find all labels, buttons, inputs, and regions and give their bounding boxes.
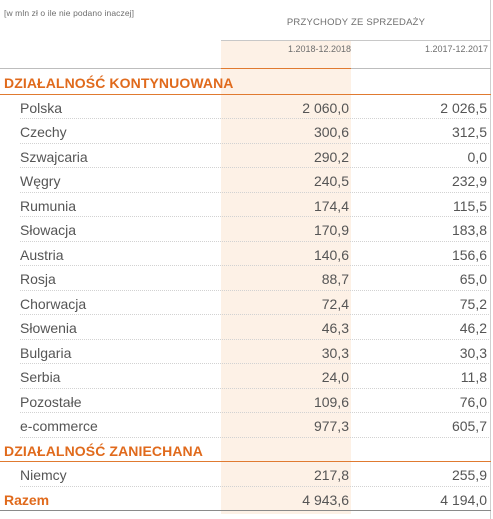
table-row [0, 242, 491, 267]
value-2018: 46,3 [321, 320, 349, 336]
row-label: e-commerce [20, 418, 98, 434]
row-label: Razem [4, 491, 50, 508]
value-2017: 2 026,5 [440, 99, 487, 116]
value-2018: 30,3 [321, 344, 349, 361]
table-row [0, 291, 491, 316]
value-2017: 232,9 [451, 173, 487, 189]
table-row [0, 315, 491, 340]
section-header-row [0, 438, 491, 463]
section-header-row [0, 70, 491, 95]
value-2018: 174,4 [313, 197, 349, 214]
value-2017: 65,0 [459, 271, 487, 287]
value-2017: 183,8 [451, 222, 487, 238]
table-row [0, 119, 491, 144]
table-row [0, 217, 491, 242]
row-label: Słowacja [20, 222, 77, 238]
value-2018: 977,3 [313, 418, 349, 434]
value-2017: 76,0 [459, 393, 487, 410]
row-label: Niemcy [20, 467, 67, 483]
table-row [0, 95, 491, 120]
value-2018: 217,8 [313, 467, 349, 483]
table-row [0, 193, 491, 218]
header-accent-rule [221, 68, 351, 69]
table-row [0, 389, 491, 414]
table-row [0, 168, 491, 193]
row-label: Pozostałe [20, 393, 82, 410]
value-2017: 75,2 [459, 295, 487, 312]
value-2017: 4 194,0 [440, 491, 487, 508]
row-label: Szwajcaria [20, 148, 88, 165]
value-2018: 88,7 [321, 271, 349, 287]
header-top-rule [221, 40, 491, 41]
value-2018: 109,6 [313, 393, 349, 410]
group-header: PRZYCHODY ZE SPRZEDAŻY [286, 17, 426, 28]
value-2018: 240,5 [313, 173, 349, 189]
table-body [0, 70, 491, 511]
table-row [0, 364, 491, 389]
row-label: Rosja [20, 271, 56, 287]
value-2018: 300,6 [313, 124, 349, 140]
table-row [0, 144, 491, 169]
row-label: Bulgaria [20, 344, 72, 361]
value-2018: 4 943,6 [302, 491, 349, 508]
value-2018: 72,4 [321, 295, 349, 312]
row-label: Słowenia [20, 320, 77, 336]
row-label: Węgry [20, 173, 61, 189]
row-label: DZIAŁALNOŚĆ KONTYNUOWANA [4, 75, 234, 91]
row-label: Austria [20, 246, 64, 263]
value-2017: 115,5 [453, 197, 487, 214]
units-note: [w mln zł o ile nie podano inaczej] [4, 8, 135, 18]
row-label: Rumunia [20, 197, 77, 214]
value-2017: 312,5 [451, 124, 487, 140]
value-2017: 156,6 [451, 246, 487, 263]
value-2017: 30,3 [459, 344, 487, 361]
value-2017: 46,2 [459, 320, 487, 336]
row-label: Czechy [20, 124, 67, 140]
row-label: Polska [20, 99, 63, 116]
value-2017: 0,0 [467, 148, 487, 165]
row-label: DZIAŁALNOŚĆ ZANIECHANA [4, 442, 203, 459]
value-2017: 11,8 [460, 369, 487, 385]
total-row [0, 487, 491, 512]
value-2017: 605,7 [451, 418, 487, 434]
value-2018: 140,6 [313, 246, 349, 263]
table-row [0, 340, 491, 365]
row-label: Chorwacja [20, 295, 87, 312]
value-2018: 24,0 [321, 369, 349, 385]
table-row [0, 462, 491, 487]
value-2018: 170,9 [313, 222, 349, 238]
value-2017: 255,9 [451, 467, 487, 483]
table-row [0, 413, 491, 438]
value-2018: 290,2 [313, 148, 349, 165]
row-label: Serbia [20, 369, 61, 385]
value-2018: 2 060,0 [302, 99, 349, 116]
table-row [0, 266, 491, 291]
